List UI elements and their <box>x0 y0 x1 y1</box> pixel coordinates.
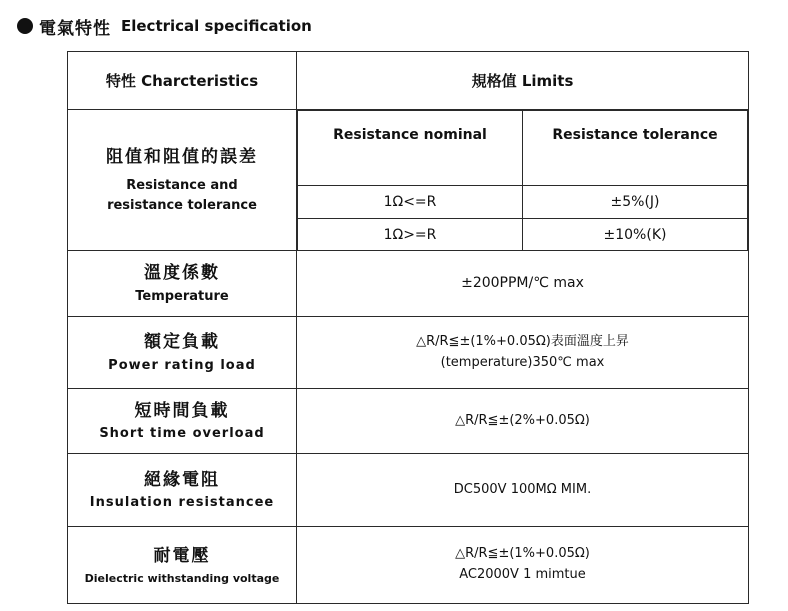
overload-label <box>68 389 297 454</box>
section-header <box>17 14 312 38</box>
insulation-label <box>68 454 297 527</box>
spec-table <box>67 51 749 604</box>
resistance-subtable <box>297 110 748 250</box>
resistance-label <box>68 110 297 251</box>
power-label-zh: 額定負載 <box>144 332 220 353</box>
dielectric-label-en: Dielectric withstanding voltage <box>84 571 280 585</box>
nominal-value: 1Ω<=R <box>298 186 523 219</box>
header-limits: 規格值 Limits <box>297 52 749 110</box>
insulation-label-en: Insulation resistancee <box>89 495 275 511</box>
sub-header-nominal: Resistance nominal <box>298 111 523 186</box>
overload-label-zh: 短時間負載 <box>134 400 230 421</box>
temperature-value: ±200PPM/℃ max <box>297 251 749 317</box>
dielectric-label <box>68 527 297 604</box>
sub-header-tolerance: Resistance tolerance <box>523 111 748 186</box>
nominal-value: 1Ω>=R <box>298 219 523 251</box>
power-label-en: Power rating load <box>108 357 256 373</box>
row-resistance <box>68 110 749 251</box>
dielectric-value <box>297 527 749 604</box>
power-label <box>68 317 297 389</box>
overload-value: △R/R≦±(2%+0.05Ω) <box>297 389 749 454</box>
row-dielectric <box>68 527 749 604</box>
resistance-label-zh: 阻值和阻值的誤差 <box>106 146 258 167</box>
section-title-zh: 電氣特性 <box>39 18 111 39</box>
resistance-label-en-1: Resistance and <box>126 178 238 194</box>
table-header-row <box>68 52 749 110</box>
row-power <box>68 317 749 389</box>
resistance-label-en-2: resistance tolerance <box>107 198 257 214</box>
temperature-label-en: Temperature <box>135 288 229 304</box>
row-overload <box>68 389 749 454</box>
tolerance-value: ±10%(K) <box>523 219 748 251</box>
tolerance-value: ±5%(J) <box>523 186 748 219</box>
bullet-icon <box>17 18 33 34</box>
resistance-values <box>297 110 749 251</box>
insulation-label-zh: 絕緣電阻 <box>144 469 220 490</box>
table-row <box>298 219 748 251</box>
dielectric-value-line1: △R/R≦±(1%+0.05Ω) <box>455 546 590 562</box>
dielectric-value-line2: AC2000V 1 mimtue <box>459 567 586 582</box>
temperature-label-zh: 溫度係數 <box>144 263 220 284</box>
overload-label-en: Short time overload <box>99 426 265 442</box>
section-title-en: Electrical specification <box>121 17 312 35</box>
power-value-line1: △R/R≦±(1%+0.05Ω)表面溫度上昇 <box>416 333 629 349</box>
header-characteristics: 特性 Charcteristics <box>68 52 297 110</box>
power-value <box>297 317 749 389</box>
insulation-value: DC500V 100MΩ MIM. <box>297 454 749 527</box>
dielectric-label-zh: 耐電壓 <box>153 546 211 567</box>
row-insulation <box>68 454 749 527</box>
row-temperature <box>68 251 749 317</box>
temperature-label <box>68 251 297 317</box>
power-value-line2: (temperature)350℃ max <box>440 354 605 370</box>
table-row <box>298 186 748 219</box>
